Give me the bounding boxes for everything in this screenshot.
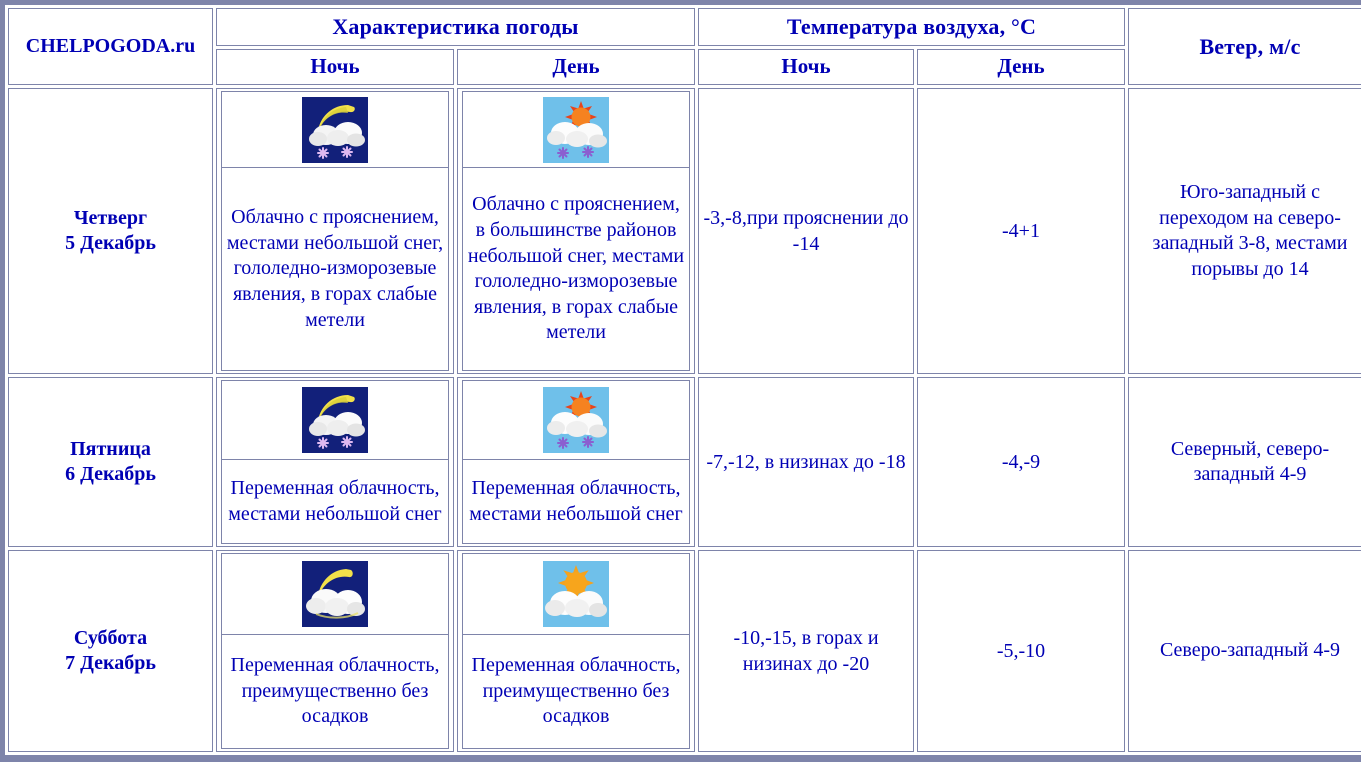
table-row — [8, 377, 1361, 547]
table-row — [8, 88, 1361, 374]
wind-value: Северо-западный 4-9 — [1128, 550, 1361, 752]
row-date-cell — [8, 377, 213, 547]
header-weather-characteristic: Характеристика погоды — [216, 8, 695, 46]
temp-night-value: -3,-8,при прояснении до -14 — [698, 88, 914, 374]
header-temp-night: Ночь — [698, 49, 914, 85]
temp-night-value: -10,-15, в горах и низинах до -20 — [698, 550, 914, 752]
temp-day-value: -4,-9 — [917, 377, 1125, 547]
day-weather-description: Облачно с прояснением, в большинстве районов небольшой снег, местами гололедно-изморозевые явления, в горах слабые метели — [462, 168, 690, 371]
row-weekday: Пятница — [70, 438, 151, 461]
row-date-cell — [8, 550, 213, 752]
header-air-temperature: Температура воздуха, °C — [698, 8, 1125, 46]
row-date: 7 Декабрь — [65, 651, 156, 674]
header-weather-day: День — [457, 49, 695, 85]
night-weather-cell — [216, 550, 454, 752]
day-weather-cell — [457, 88, 695, 374]
moon-clouds-snow-icon — [221, 91, 449, 168]
night-weather-cell — [216, 377, 454, 547]
night-weather-description: Облачно с прояснением, местами небольшой снег, гололедно-изморозевые явления, в горах слабые метели — [221, 168, 449, 371]
day-weather-cell — [457, 377, 695, 547]
moon-clouds-icon — [221, 553, 449, 635]
moon-clouds-snow-icon — [221, 380, 449, 460]
header-weather-night: Ночь — [216, 49, 454, 85]
table-row — [8, 550, 1361, 752]
brand-label: CHELPOGODA.ru — [25, 35, 196, 58]
wind-value: Юго-западный с переходом на северо-западный 3-8, местами порывы до 14 — [1128, 88, 1361, 374]
night-weather-cell — [216, 88, 454, 374]
row-date: 6 Декабрь — [65, 463, 156, 486]
row-weekday: Суббота — [73, 626, 148, 649]
header-wind: Ветер, м/с — [1128, 8, 1361, 85]
row-weekday: Четверг — [73, 207, 148, 230]
night-weather-description: Переменная облачность, преимущественно без осадков — [221, 635, 449, 749]
temp-night-value: -7,-12, в низинах до -18 — [698, 377, 914, 547]
wind-value: Северный, северо-западный 4-9 — [1128, 377, 1361, 547]
brand-cell — [8, 8, 213, 85]
sun-clouds-snow-icon — [462, 380, 690, 460]
header-temp-day: День — [917, 49, 1125, 85]
sun-clouds-icon — [462, 553, 690, 635]
sun-clouds-snow-icon — [462, 91, 690, 168]
day-weather-description: Переменная облачность, преимущественно без осадков — [462, 635, 690, 749]
day-weather-description: Переменная облачность, местами небольшой снег — [462, 460, 690, 544]
row-date-cell — [8, 88, 213, 374]
row-date: 5 Декабрь — [65, 232, 156, 255]
day-weather-cell — [457, 550, 695, 752]
temp-day-value: -5,-10 — [917, 550, 1125, 752]
table-header-row-primary — [8, 8, 1361, 46]
temp-day-value: -4+1 — [917, 88, 1125, 374]
weather-forecast-table — [5, 5, 1361, 755]
night-weather-description: Переменная облачность, местами небольшой снег — [221, 460, 449, 544]
